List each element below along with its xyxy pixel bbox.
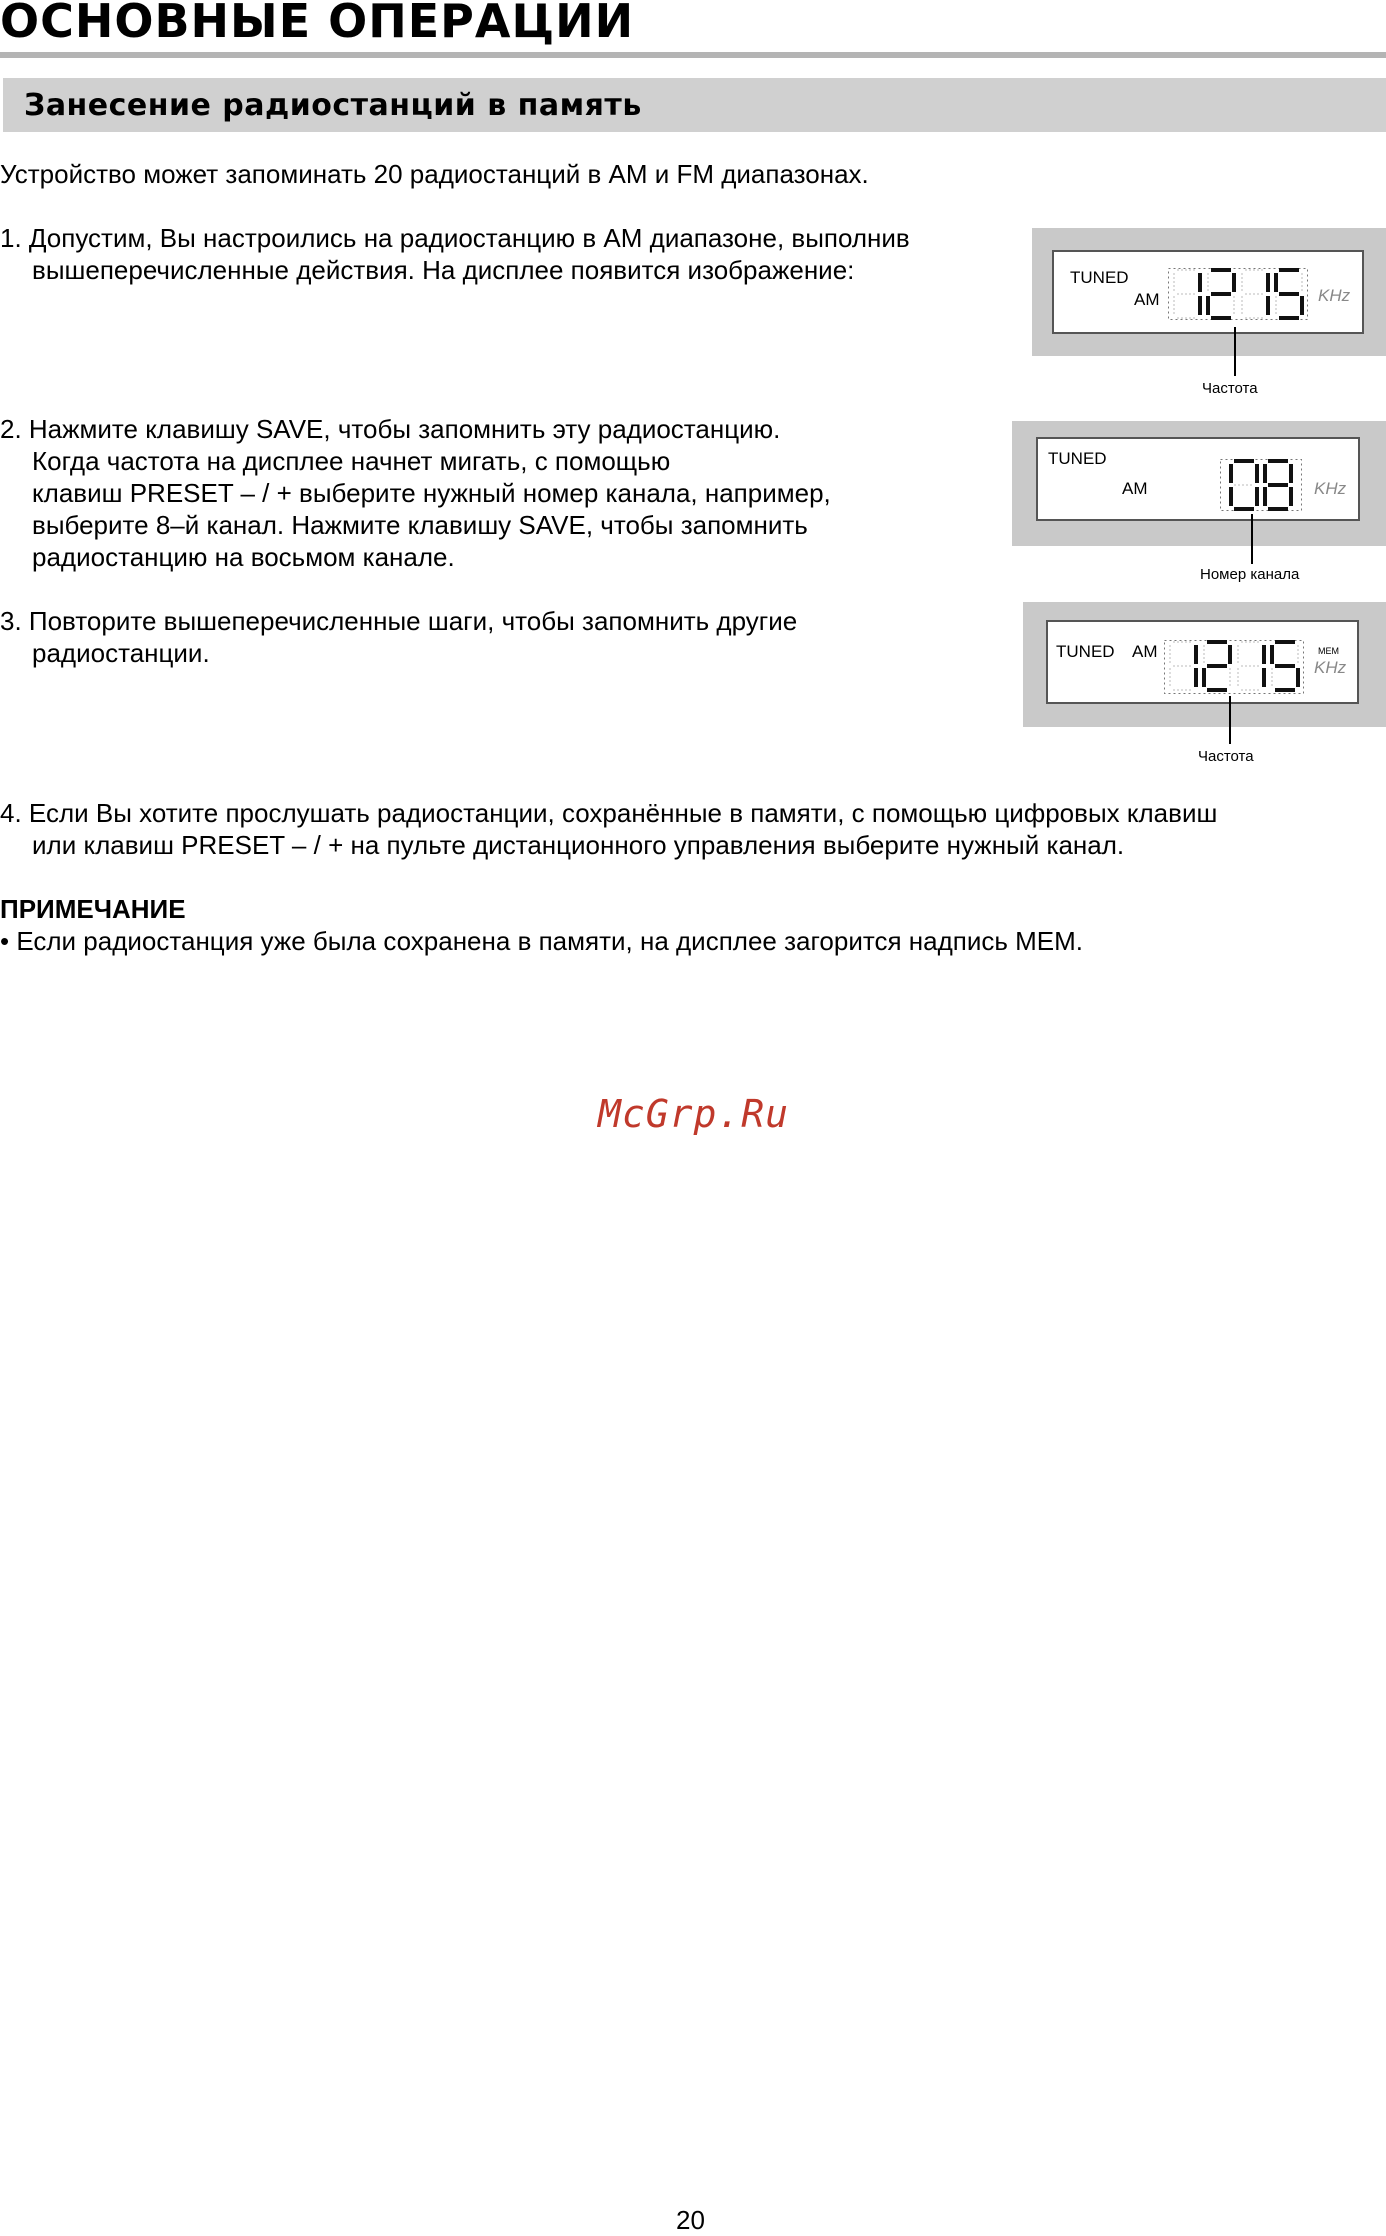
display-3-caption: Частота [1198, 748, 1254, 765]
display-1-lcd [1052, 250, 1364, 334]
step-4-line-1: 4. Если Вы хотите прослушать радиостанции, сохранённые в памяти, с помощью цифровых клавиш [0, 798, 1218, 828]
step-2-line-5: радиостанцию на восьмом канале. [32, 542, 455, 572]
display-2-callout-line [1251, 514, 1253, 564]
display-2-band-label: AM [1122, 479, 1148, 498]
display-3-tuned-label: TUNED [1056, 642, 1115, 661]
display-3-band-label: AM [1132, 642, 1158, 661]
note-text: • Если радиостанция уже была сохранена в памяти, на дисплее загорится надпись MEM. [0, 926, 1083, 956]
step-1-line-2: вышеперечисленные действия. На дисплее появится изображение: [32, 255, 855, 285]
section-title: Занесение радиостанций в память [24, 88, 642, 123]
display-1-band-label: AM [1134, 290, 1160, 309]
display-1-unit: KHz [1318, 286, 1351, 305]
title-rule [0, 52, 1386, 58]
display-1-caption: Частота [1202, 380, 1258, 397]
display-2-unit: KHz [1314, 479, 1347, 498]
note-title: ПРИМЕЧАНИЕ [0, 894, 186, 924]
step-3-line-2: радиостанции. [32, 638, 210, 668]
watermark: McGrp.Ru [598, 1092, 790, 1136]
step-3-line-1: 3. Повторите вышеперечисленные шаги, чтобы запомнить другие [0, 606, 798, 636]
step-2-line-3: клавиш PRESET – / + выберите нужный номер канала, например, [32, 478, 831, 508]
step-2-line-4: выберите 8–й канал. Нажмите клавишу SAVE, чтобы запомнить [32, 510, 808, 540]
display-3-callout-line [1229, 696, 1231, 744]
display-1-callout-line [1234, 327, 1236, 376]
display-3-unit: KHz [1314, 658, 1347, 677]
display-3-lcd [1046, 620, 1359, 704]
display-2-lcd [1036, 437, 1360, 521]
step-1-line-1: 1. Допустим, Вы настроились на радиостанцию в АМ диапазоне, выполнив [0, 223, 910, 253]
page-title: ОСНОВНЫЕ ОПЕРАЦИИ [0, 0, 635, 48]
intro-text: Устройство может запоминать 20 радиостанций в АМ и FM диапазонах. [0, 159, 869, 189]
display-2-caption: Номер канала [1200, 566, 1300, 583]
page-number: 20 [676, 2205, 705, 2235]
step-4-line-2: или клавиш PRESET – / + на пульте дистанционного управления выберите нужный канал. [32, 830, 1125, 860]
display-2-tuned-label: TUNED [1048, 449, 1107, 468]
display-3-digits [1164, 640, 1304, 694]
step-2-line-2: Когда частота на дисплее начнет мигать, с помощью [32, 446, 671, 476]
display-1-digits [1168, 268, 1308, 320]
display-3-mem-indicator: MEM [1318, 646, 1339, 656]
display-2-digits [1220, 459, 1302, 511]
display-1-tuned-label: TUNED [1070, 268, 1129, 287]
step-2-line-1: 2. Нажмите клавишу SAVE, чтобы запомнить эту радиостанцию. [0, 414, 781, 444]
